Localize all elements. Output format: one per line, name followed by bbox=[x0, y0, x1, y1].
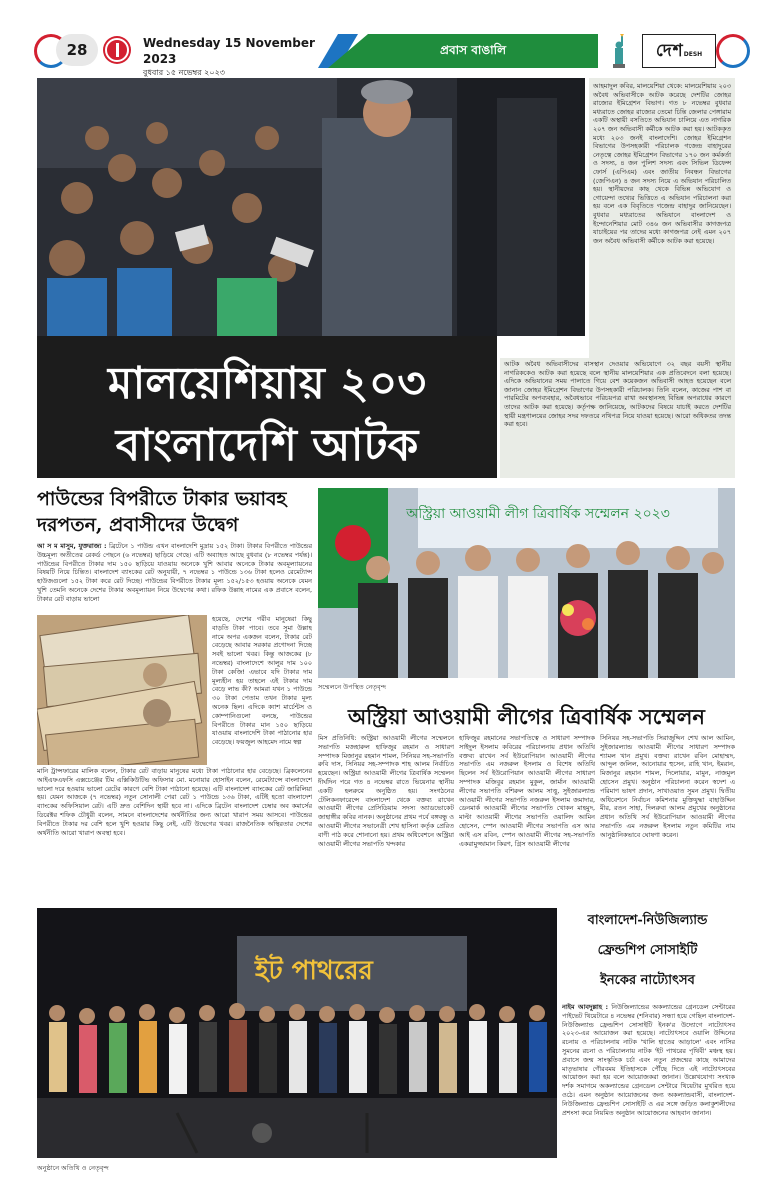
austria-story-col1: মিস প্রতিনিধি: অস্ট্রিয়া আওয়ামী লীগের সম্মেলনে সভাপতি মজহারুল হাফিজুর রহমান ও সাধারণ সম্পাদক মিজানুর রহমান শামল, সিনিয়র সহ-সভাপতি রুবি দাস, সিনিয়র সহ-সম্পাদক শাহ আলম নির্বাচিত হয়েছেন। অস্ট্রিয়া আওয়ামী লীগের ত্রিবার্ষিক সম্মেলন দীর্ঘদিন পরে গত ৪ নভেম্বর রাতে ভিয়েনার স্থানীয় একটি হলরুমে অনুষ্ঠিত হয়। সংগঠনের টেলিকনফারেন্সে বাংলাদেশ থেকে বক্তব্য রাখেন আওয়ামী লীগের প্রেসিডিয়াম সদস্য অ্যাডভোকেট জাহাঙ্গীর কবির নানক। অনুষ্ঠানের প্রথম পর্বে বঙ্গবন্ধু ও আওয়ামী লীগের সভানেত্রী শেখ হাসিনা কর্তৃক প্রেরিত বাণী পাঠ করে শোনানো হয়। প্রথম অধিবেশনে অস্ট্রিয়া আওয়ামী লীগের সভাপতি খন্দকার bbox=[318, 734, 454, 848]
nz-headline-line2: ফ্রেন্ডশিপ সোসাইটি bbox=[597, 943, 698, 958]
logo-subtext: DESH bbox=[683, 51, 703, 58]
nz-story-text: নিউজিল্যান্ডের অকল্যান্ডের গ্রেনডেল সেন্টারের পাইভেট থিয়েটারে ৪ নভেম্বর (শনিবার) সন্ধ্যা হয়ে গেছিল বাংলাদেশ-নিউজিল্যান্ড ফ্রেন্ডশিপ সোসাইটি ইনক'র উদ্যোগে নাট্যোৎসব ২০২৩-এর আয়োজন করা হয়েছে। নাট্যোৎসবে ওয়ালি উদ্দিনের রচনায় ও পরিচালনায় নাটক 'খালি হাতের আড়ালে' এবং নাসির সুমনের রচনা ও পরিচালনায় নাটক 'ইট পাথরের পৃথিবী' মঞ্চস্থ হয়। প্রবাসে জন্ম সাংস্কৃতিক চর্চা এবং নতুন প্রজন্মের কাছে আমাদের মাতৃভাষার গৌরবময় ইতিহাসকে পৌঁছে দিতে এই নাট্যোৎসবের আয়োজন করা হয় বলে আয়োজকরা জানান। উল্লেখযোগ্য সংখ্যক দর্শক সমাগমে অকল্যান্ডের গ্রেনডেল সেন্টারে থিয়েটার মুখরিত হয়ে ওঠে। এমন অনুষ্ঠান আয়োজনের জন্য অকল্যান্ডবাসী, বাংলাদেশ-নিউজিল্যান্ড ফ্রেন্ডশিপ সোসাইটি ও এর সঙ্গে জড়িত কলাকুশলীদের প্রশংসা করে নিয়মিত অনুষ্ঠান আয়োজনের আহবান জানান। bbox=[562, 1003, 735, 1117]
pound-story-text-right: হয়েছে, দেশের গরীব মানুষেরা কিছু বাড়তি টাকা পাবে। তবে সুমা উল্লাহ নামে অপর একজন বলেন, টাকার রেট বেড়েছে আবার সরকার প্রণোদনা দিচ্ছে সবই ভালো খবর। কিন্তু আজকের (৮ নভেম্বর) বাংলাদেশে আলুর দাম ১০০ টাকা কেজি! এভাবে যদি টাকার দাম মূল্যহীন হয় তাহলে এই টাকার দাম বেড়ে লাভ কী? আমরা যখন ১ পাউন্ডে ৩০ টাকা পেতাম তখন টাকার মূল্য অনেক ছিল। এদিকে ক্যাশ মার্চেন্টস ও কোম্পানিগুলো বলছে, পাউন্ডের বিপরীতে টাকার মান ১৫০ ছাড়িয়ে যাওয়ায় বাংলাদেশি টাকা পাঠানোর হার বেড়েছে। ফয়জুল আহমেদ নামে স্বল্প bbox=[212, 615, 312, 747]
malaysia-headline-line2: বাংলাদেশি আটক bbox=[115, 420, 419, 471]
malaysia-story-continued: আটক অবৈধ অভিবাসীদের বাসস্থান দেওয়ার অভিযোগে ৩২ বছর বয়সী স্থানীয় নাগরিককেও আটক করা হয়েছে বলে স্থানীয় মালয়েশিয়ার এক প্রতিবেদনে বলা হয়েছে। এদিকে অভিযানের সময় পালাতে গিয়ে বেশ কয়েকজন অভিবাসী আহত হয়েছেন বলে জানান জোহর ইমিগ্রেশন বিভাগের উপসহকারী পরিচালক। তিনি বলেন, কাজের পাশ বা পারমিটের অপব্যবহার, অবৈধভাবে পরিচয়পত্র রাখা অবস্থানসহ বিভিন্ন অপরাধের কারণে তাদের আটক করা হয়েছে। কর্তৃপক্ষ জানিয়েছে, আটকদের বিষয়ে যাচাই করতে দেশটির স্থায়ী মন্ত্রণালয়ের জোহর সদর দফতরে নথিপত্র নিয়ে যাওয়া হয়েছে। আরো অধিকতর তদন্ত করা হবে। bbox=[500, 358, 735, 478]
austria-story-col3: সিনিয়র সহ-সভাপতি সিরাজুদ্দিন শেখ আল আমিন, সুইজারল্যান্ড আওয়ামী লীগের সাধারণ সম্পাদক শ্যামল খান প্রমুখ। বক্তব্য রাখেন রবিন মোহাম্মদ, আব্দুল জলিল, আনোয়ার হুসেন, রাহি খান, ইমরান, মিজানুর রহমান শামল, দিলোয়ার, মামুন, নাজমুল হোসেন প্রমুখ। অনুষ্ঠান পরিচালনা করেন স্বদেশ এ পরিমাণ ভাষণ প্রদান, সাখাওয়াত সুমন প্রমুখ। দ্বিতীয় অধিবেশনে নির্বাচন কমিশনার মুক্তিযুদ্ধা বাহাউদ্দিন মীর, রতন সাহা, দিলরুবা আলম প্রমুখের অনুষ্ঠানের প্রধান অতিথি সর্ব ইউরোপিয়ান আওয়ামী লীগের সভাপতি এম নজরুল ইসলাম নতুন কমিটির নাম আনুষ্ঠানিকভাবে ঘোষণা করেন। bbox=[600, 734, 735, 839]
date-english: Wednesday 15 November 2023 bbox=[143, 36, 315, 66]
nz-story-byline: নাইম আবদুল্লাহ : bbox=[562, 1003, 609, 1011]
date-block bbox=[143, 35, 323, 77]
conference-banner-text: অস্ট্রিয়া আওয়ামী লীগ ত্রিবার্ষিক সম্মেলন ২০২৩ bbox=[406, 506, 670, 522]
section-title: প্রবাস বাঙালি bbox=[440, 43, 507, 57]
conference-stage-illustration bbox=[318, 488, 735, 678]
nz-headline-line1: বাংলাদেশ-নিউজিল্যান্ড bbox=[587, 913, 708, 928]
page-number: 28 bbox=[56, 34, 98, 66]
pound-story-text-bottom: মানি ট্রান্সফারের মালিক বলেন, টাকার রেট বাড়ায় মানুষের মধ্যে টাকা পাঠানোর হার বেড়েছে। ব্রিকলেনের আইএফএফসি এক্সচেঞ্জের টিম এক্সিকিউটিভ অফিসার মো. মনোয়ার হোসাইন বলেন, রেমেট্যান্সে বাংলাদেশে ভালো দরে হওয়ায় ভালো রেটের কারণে বেশি টাকা পাঠানো হয়েছে। এটি বাংলাদেশ ব্যাংকের রেট জারিলিয়া হয়। যেমন আজকে (৭ নভেম্বর) নতুন সোনালী পেরা রেট ১ পাউন্ডে ১৩৬ টাকা, এটিই হতো বাংলাদেশ ব্যাংকের অফিসিয়াল রেট। এটি দ্রুত বেশিদিন স্থায়ী হবে না। এদিকে ব্রিটেন বাংলাদেশ চেম্বার অব কমার্সের ডিরেক্টর শফিক চৌধুরী বলেন, সামনে বাংলাদেশের অর্থনীতির জন্য আরো খারাপ সময় আসবে। পাউন্ডের বিপরীতে টাকার দর বেশি হলে খুশি হওয়ার কিছু নেই, এটি উদ্বেগের খবর। রাজনৈতিক অস্থিরতার দেশের অর্থনীতি আরো খারাপ অবস্থা হবে। bbox=[37, 767, 312, 837]
pound-notes-photo bbox=[37, 615, 207, 765]
pound-story-intro bbox=[37, 542, 312, 614]
logo-text: দেশ bbox=[655, 41, 684, 61]
pound-story-headline: পাউন্ডের বিপরীতে টাকার ভয়াবহ দরপতন, প্রবাসীদের উদ্বেগ bbox=[37, 488, 287, 536]
austria-photo-caption: সম্মেলনে উপস্থিত নেতৃবৃন্দ bbox=[318, 683, 386, 691]
nz-story-headline bbox=[560, 906, 735, 996]
austria-story-headline: অস্ট্রিয়া আওয়ামী লীগের ত্রিবার্ষিক সম্মেলন bbox=[348, 704, 705, 729]
stage-screen-title: ইট পাথরের bbox=[255, 956, 373, 986]
malaysia-raid-photo bbox=[37, 78, 585, 336]
nz-drama-festival-photo bbox=[37, 908, 557, 1158]
flag-circle-icon bbox=[105, 38, 129, 62]
header-ring-ornament-right bbox=[716, 34, 750, 68]
raid-scene-illustration bbox=[37, 78, 585, 336]
nz-photo-caption: অনুষ্ঠানে অতিথি ও নেতৃবৃন্দ bbox=[37, 1164, 109, 1172]
statue-of-liberty-icon bbox=[604, 34, 634, 68]
nz-headline-line3: ইনকের নাট্যোৎসব bbox=[600, 973, 695, 988]
pound-story-text-top: ব্রিটেনে ১ পাউন্ড এখন বাংলাদেশি মুদ্রায় ১৫২ টাকা। টাকার বিপরীতে পাউন্ডের উচ্চমূল্য অতীতের রেকর্ড পেছনে (৬ নভেম্বর) ছাড়িয়ে গেছে। এটি অব্যাহত আছে বুধবার (৮ নভেম্বর পর্যন্ত)। পাউন্ডের বিপরীতে টাকার দাম ১৫০ ছাড়িয়ে যাওয়ায় অনেকে খুশি আবার অনেকে টাকার অবমূল্যায়নের বিষয়টি নিয়ে চিন্তিত। বাংলাদেশ ব্যাংকের রেট অনুযায়ী, ৭ নভেম্বর ১ পাউন্ডে ১৩৬ টাকা হলেও রেমেট্যান্স হাউজগুলো ১৫২ টাকা করে রেট দিচ্ছে। পাউন্ডের বিপরীতে টাকার মূল্য ১৫২/১৫৩ হওয়ায় অনেকে যেমন খুশি তেমনি অনেকে দেশের টাকার অবমূল্যায়ন নিয়ে উদ্বেগের কথা। রফিক উল্লাহ নামের এক প্রবাসে বলেন, টাকার রেট বাড়ায় ভালো bbox=[37, 542, 312, 603]
banknotes-illustration bbox=[37, 615, 207, 765]
theatre-stage-illustration bbox=[37, 908, 557, 1158]
nz-story-body bbox=[562, 1003, 735, 1173]
malaysia-headline-box bbox=[37, 336, 497, 478]
austria-awami-league-photo bbox=[318, 488, 735, 678]
page-header bbox=[0, 0, 770, 77]
austria-story-col2: হাফিজুর রহমানের সভাপতিত্বে ও সাধারণ সম্পাদক সাইদুল ইসলাম কবিরের পরিচালনায় প্রধান অতিথি বক্তব্য রাখেন সর্ব ইউরোপিয়ান আওয়ামী লীগের সভাপতি এম নজরুল ইসলাম ও বিশেষ অতিথি ছিলেন সর্ব ইউরোপিয়ান আওয়ামী লীগের সাধারণ সম্পাদক মজিবুর রহমান মুকুল, জার্মান আওয়ামী লীগের সভাপতি বশিরুল আলম সাত্তু, সুইজারল্যান্ড আওয়ামী লীগের সভাপতি নজরুল ইসলাম জমাদার, ডেনমার্ক আওয়ামী লীগের সভাপতি খোকন মাহমুদ, মাল্টা আওয়ামী লীগের সভাপতি ওয়ালিদ আমিন হোসেন, স্পেন আওয়ামী লীগের সভাপতি এস আর আই এস রবিন, স্পেন আওয়ামী লীগের সহ-সভাপতি একরামুজ্জামান কিরণ, গ্রিস আওয়ামী লীগের bbox=[459, 734, 595, 848]
malaysia-story-column: আহমাদুল কবির, মালয়েশিয়া থেকে: মালয়েশিয়ায় ২০৩ অবৈধ অভিবাসীকে আটক করেছে দেশটির জোহর রাজ্যের ইমিগ্রেশন বিভাগ। গত ৮ নভেম্বর বুধবার মধ্যরাতে জোহর রাজ্যের তেমো চিন্তি জেলার পেঙ্গারাম একটি অস্থায়ী বসতিতে অভিযান চালিয়ে এত নাগরিক ২০৭ জন অভিবাসী কর্মীকে আটক করা হয়। আটককৃত মধ্যে ২০৩ জনই বাংলাদেশি। জোহর ইমিগ্রেশন বিভাগের উপসহকারী পরিচালক গজেন্দ্র বাহাদুরের নেতৃত্বে জোহর ইমিগ্রেশন বিভাগের ১৭০ জন কর্মকর্তা ও সদস্য, ৪ জন পুলিশ সদস্য এবং সিভিল ডিফেন্স ফোর্স (এপিএম) এবং জাতীয় নিবন্ধন বিভাগের (জেপিএন) ৪ জন সদস্য নিয়ে এ অভিযান পরিচালিত হয়। স্থানীয়দের কাছ থেকে বিভিন্ন অভিযোগ ও গোয়েন্দা তথ্যের ভিত্তিতে এ অভিযান পরিচালনা করা হয় বলে এক বিবৃতিতে গজেন্দ্র বাহাদুর জানিয়েছেন। বুধবার মধ্যরাতের অভিযানে বাংলাদেশ ও ইন্দোনেশিয়ার মোট ৩৪৬ জন অভিবাসীর কাগজপত্র যাচাইয়ের পর তাদের মধ্যে কাগজপত্র নেই এমন ২০৭ জন অবৈধ অভিবাসী কর্মীকে আটক করা হয়েছে। bbox=[589, 78, 735, 358]
desh-logo bbox=[642, 34, 716, 68]
pound-story-byline: আ স ম মাসুম, যুক্তরাজ্য : bbox=[37, 542, 107, 550]
malaysia-headline-line1: মালয়েশিয়ায় ২০৩ bbox=[108, 358, 426, 409]
date-bangla: বুধবার ১৫ নভেম্বর ২০২৩ bbox=[143, 68, 225, 77]
